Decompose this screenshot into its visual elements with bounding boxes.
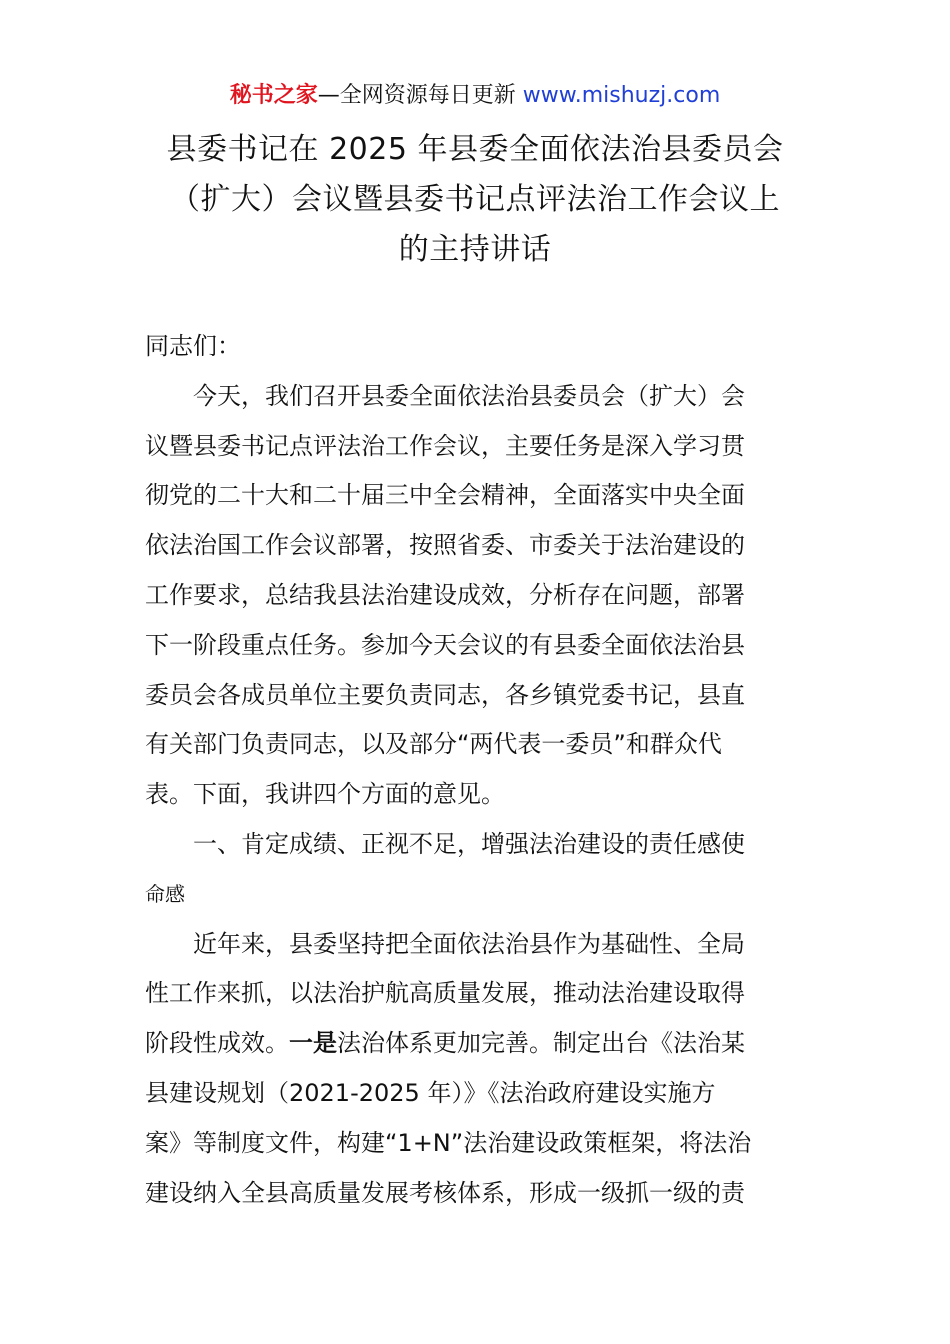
- salutation: 同志们：: [145, 332, 241, 360]
- paragraph-line: 性工作来抓，以法治护航高质量发展，推动法治建设取得: [145, 979, 745, 1008]
- paragraph-line: 近年来，县委坚持把全面依法治县作为基础性、全局: [145, 929, 745, 958]
- paragraph-line: 有关部门负责同志，以及部分“两代表一委员”和群众代: [145, 730, 722, 759]
- header-tagline: —全网资源每日更新: [317, 83, 523, 108]
- title-line: （扩大）会议暨县委书记点评法治工作会议上: [170, 182, 780, 217]
- paragraph-line: 彻党的二十大和二十届三中全会精神，全面落实中央全面: [145, 481, 745, 510]
- paragraph-line: 案》等制度文件，构建“1+N”法治建设政策框架，将法治: [145, 1128, 752, 1157]
- paragraph-line: [145, 1019, 810, 1069]
- brand-name: 秘书之家: [229, 83, 318, 108]
- title-line: 的主持讲话: [398, 232, 552, 267]
- document-title: [140, 125, 810, 275]
- section-heading-line: 一、肯定成绩、正视不足，增强法治建设的责任感使: [145, 829, 745, 858]
- paragraph-line: 县建设规划（2021-2025 年）》《法治政府建设实施方: [145, 1078, 716, 1107]
- paragraph-line: 下一阶段重点任务。参加今天会议的有县委全面依法治县: [145, 630, 745, 659]
- site-header: [0, 80, 950, 112]
- paragraph-line: 今天，我们召开县委全面依法治县委员会（扩大）会: [145, 381, 745, 410]
- paragraph-line: 委员会各成员单位主要负责同志，各乡镇党委书记，县直: [145, 680, 745, 709]
- paragraph-text: 法治体系更加完善。制定出台《法治某: [337, 1029, 745, 1058]
- section-heading-line: 命感: [145, 881, 185, 906]
- title-line: 县委书记在 2025 年县委全面依法治县委员会: [166, 132, 784, 167]
- point-marker-bold: 一是: [289, 1029, 337, 1058]
- document-body: [145, 322, 810, 1218]
- site-url-link[interactable]: www.mishuzj.com: [522, 83, 721, 108]
- paragraph-text: 阶段性成效。: [145, 1029, 289, 1058]
- paragraph-line: 工作要求，总结我县法治建设成效，分析存在问题，部署: [145, 580, 745, 609]
- paragraph-line: 议暨县委书记点评法治工作会议，主要任务是深入学习贯: [145, 431, 745, 460]
- paragraph-line: 依法治国工作会议部署，按照省委、市委关于法治建设的: [145, 531, 745, 560]
- paragraph-line: 表。下面，我讲四个方面的意见。: [145, 780, 505, 809]
- paragraph-line: 建设纳入全县高质量发展考核体系，形成一级抓一级的责: [145, 1178, 745, 1207]
